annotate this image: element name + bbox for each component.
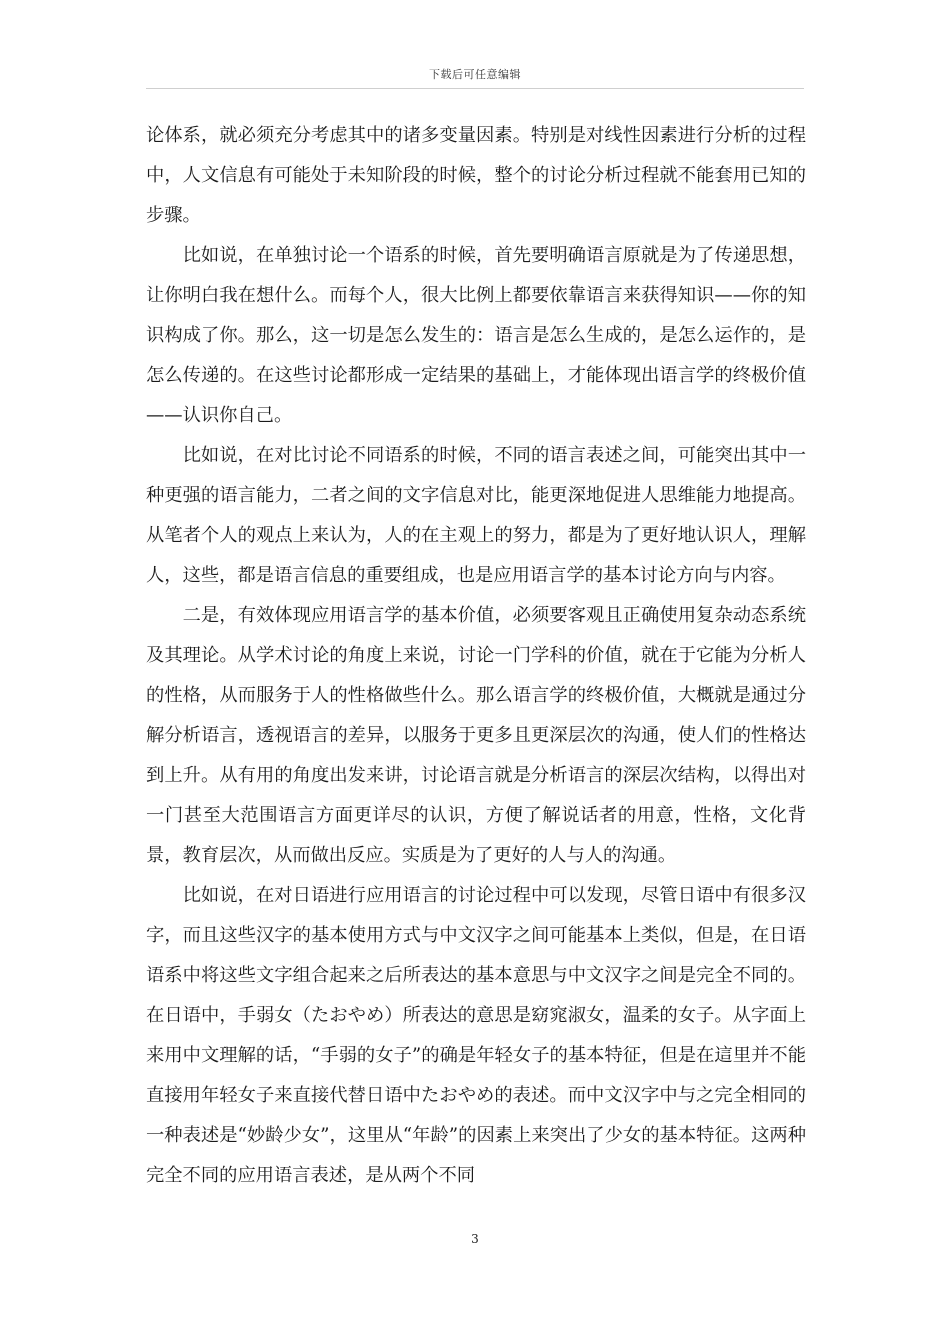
page-header: 下载后可任意编辑 (429, 68, 521, 81)
page-number: 3 (471, 1232, 479, 1246)
paragraph-4: 二是，有效体现应用语言学的基本价值，必须要客观且正确使用复杂动态系统及其理论。从学术讨论的角度上来说，讨论一门学科的价值，就在于它能为分析人的性格，从而服务于人的性格做些什么。那么语言学的终极价值，大概就是通过分解分析语言，透视语言的差异，以服务于更多且更深层次的沟通，使人们的性格达到上升。从有用的角度出发来讲，讨论语言就是分析语言的深层次结构，以得出对一门甚至大范围语言方面更详尽的认识，方便了解说话者的用意，性格，文化背景，教育层次，从而做出反应。实质是为了更好的人与人的沟通。 (146, 605, 806, 866)
document-body (146, 116, 806, 1196)
paragraph-2: 比如说，在单独讨论一个语系的时候，首先要明确语言原就是为了传递思想，让你明白我在想什么。而每个人，很大比例上都要依靠语言来获得知识——你的知识构成了你。那么，这一切是怎么发生的：语言是怎么生成的，是怎么运作的，是怎么传递的。在这些讨论都形成一定结果的基础上，才能体现出语言学的终极价值——认识你自己。 (146, 245, 806, 426)
header-divider (146, 88, 804, 89)
paragraph-1: 论体系，就必须充分考虑其中的诸多变量因素。特别是对线性因素进行分析的过程中，人文信息有可能处于未知阶段的时候，整个的讨论分析过程就不能套用已知的步骤。 (146, 125, 806, 226)
paragraph-5: 比如说，在对日语进行应用语言的讨论过程中可以发现，尽管日语中有很多汉字，而且这些汉字的基本使用方式与中文汉字之间可能基本上类似，但是，在日语语系中将这些文字组合起来之后所表达的基本意思与中文汉字之间是完全不同的。在日语中，手弱女（たおやめ）所表达的意思是窈窕淑女，温柔的女子。从字面上来用中文理解的话，“手弱的女子”的确是年轻女子的基本特征，但是在這里并不能直接用年轻女子来直接代替日语中たおやめ的表述。而中文汉字中与之完全相同的一种表述是“妙龄少女”，这里从“年龄”的因素上来突出了少女的基本特征。这两种完全不同的应用语言表述，是从两个不同 (146, 885, 806, 1186)
paragraph-3: 比如说，在对比讨论不同语系的时候，不同的语言表述之间，可能突出其中一种更强的语言能力，二者之间的文字信息对比，能更深地促进人思维能力地提高。从笔者个人的观点上来认为，人的在主观上的努力，都是为了更好地认识人，理解人，这些，都是语言信息的重要组成，也是应用语言学的基本讨论方向与内容。 (146, 445, 806, 586)
